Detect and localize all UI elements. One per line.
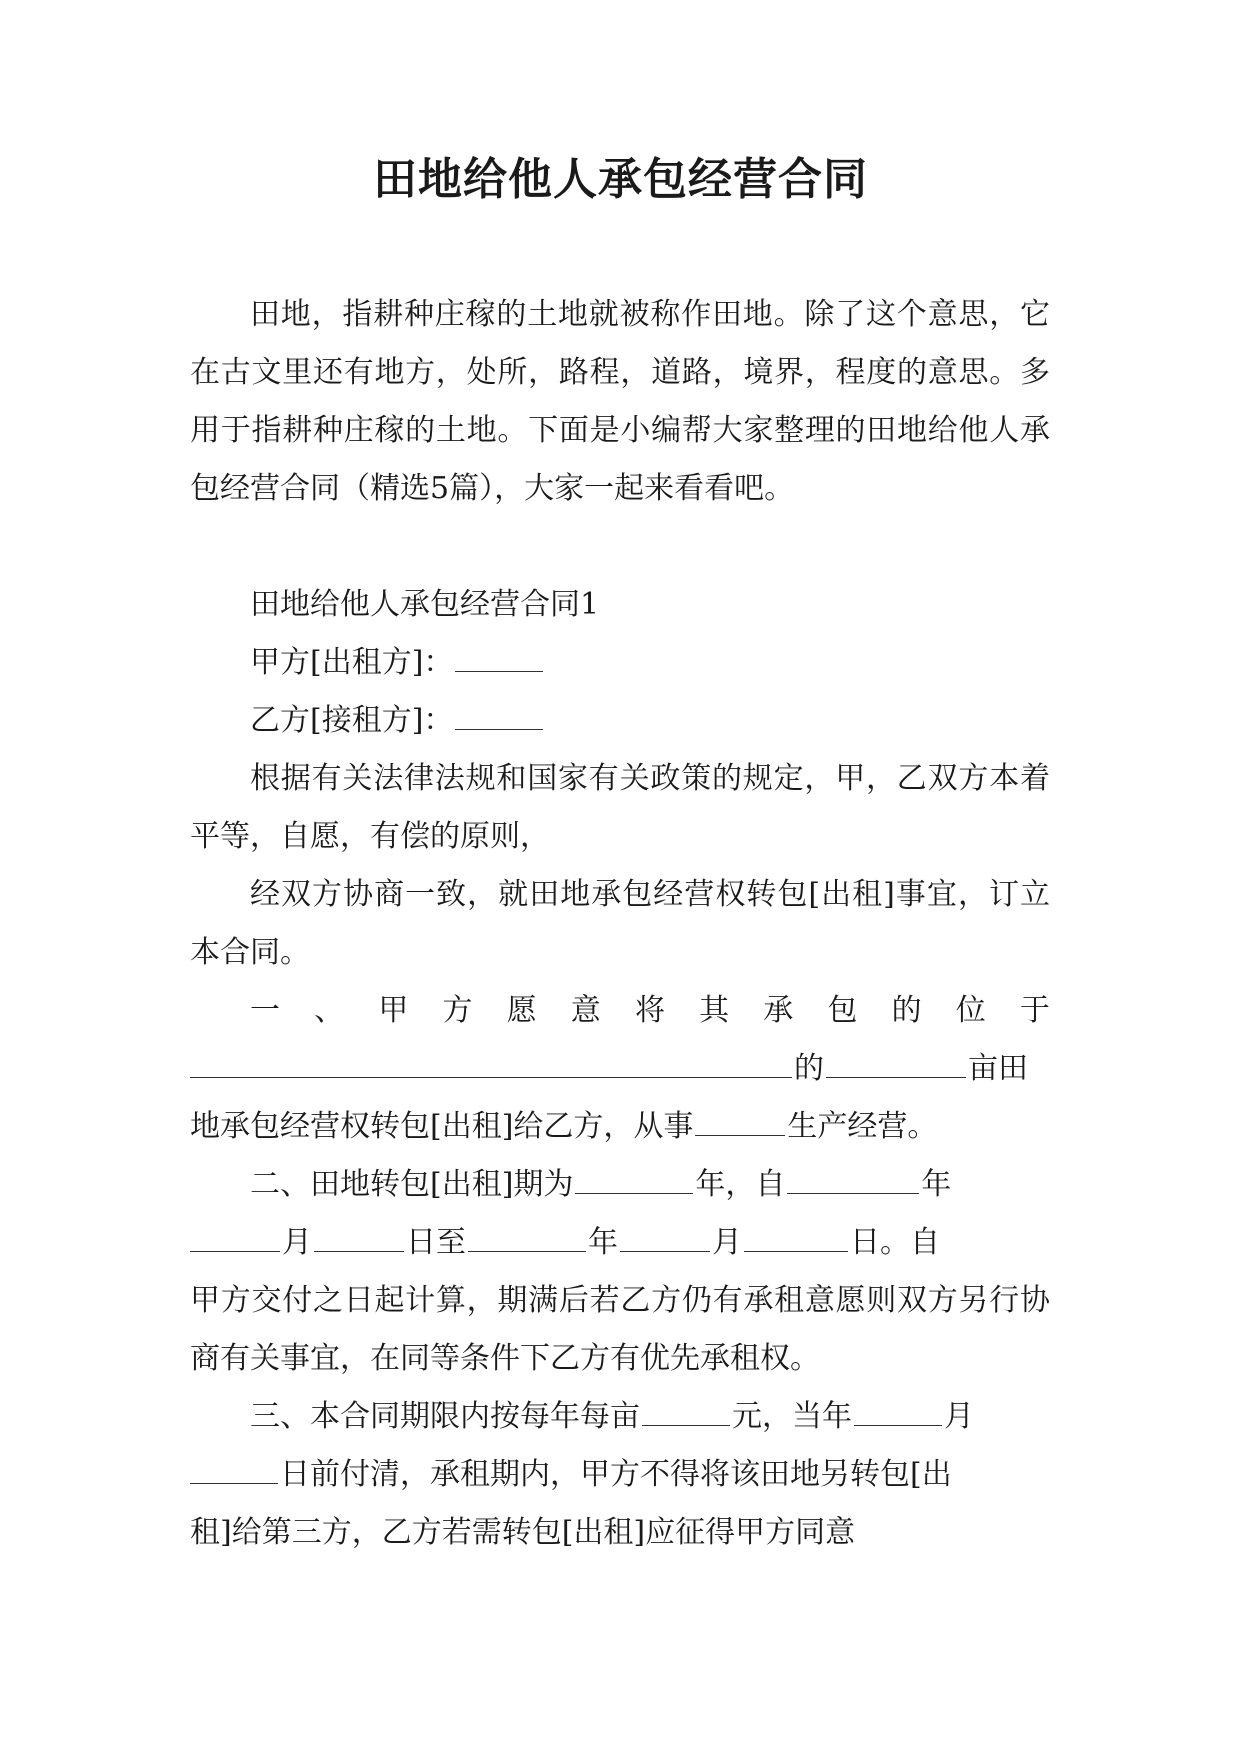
- clause1-char: 于: [1019, 993, 1050, 1028]
- clause1-char: 意: [570, 993, 601, 1028]
- clause1-char: 承: [763, 993, 794, 1028]
- clause1-text: 的: [794, 1051, 824, 1086]
- start-year-blank: [787, 1163, 919, 1194]
- end-day-blank: [744, 1221, 848, 1252]
- term-years-blank: [575, 1163, 693, 1194]
- clause1-line3: [190, 1098, 1050, 1156]
- intro-paragraph: 田地，指耕种庄稼的土地就被称作田地。除了这个意思，它在古文里还有地方，处所，路程，道路，境界，程度的意思。多用于指耕种庄稼的土地。下面是小编帮大家整理的田地给他人承包经营合同（精选5篇），大家一起来看看吧。: [190, 297, 1050, 506]
- party-b-label: 乙方[接租方]：: [250, 703, 454, 738]
- clause3-text: 三、本合同期限内按每年每亩: [250, 1399, 640, 1434]
- clause1-char: 愿: [506, 993, 537, 1028]
- clause2-text: 日。自: [850, 1225, 940, 1260]
- clause2-text: 年: [921, 1167, 952, 1202]
- party-b-line: [190, 692, 1050, 750]
- section-title: 田地给他人承包经营合同1: [250, 587, 600, 622]
- clause1-char: 、: [314, 993, 345, 1028]
- clause3-text: 月: [944, 1399, 974, 1434]
- clause1-char: 将: [634, 993, 665, 1028]
- party-a-line: [190, 634, 1050, 692]
- pay-month-blank: [854, 1395, 942, 1426]
- clause3-line3: 租]给第三方，乙方若需转包[出租]应征得甲方同意: [190, 1515, 856, 1550]
- agreement-paragraph: 经双方协商一致，就田地承包经营权转包[出租]事宜，订立本合同。: [190, 877, 1050, 970]
- basis-paragraph: 根据有关法律法规和国家有关政策的规定，甲，乙双方本着平等，自愿，有偿的原则，: [190, 761, 1050, 854]
- clause2-line2: [190, 1214, 1050, 1272]
- party-a-label: 甲方[出租方]：: [250, 645, 454, 680]
- clause1-text: 亩田: [968, 1051, 1028, 1086]
- party-a-blank: [455, 641, 543, 672]
- clause2-text: 年，自: [695, 1167, 786, 1202]
- clause1-char: 一: [250, 993, 280, 1028]
- clause3-line2: [190, 1446, 1050, 1504]
- clause1-text: 生产经营。: [787, 1109, 938, 1144]
- clause1-char: 的: [891, 993, 922, 1028]
- clause1-line1: [190, 982, 1050, 1040]
- business-blank: [695, 1105, 785, 1136]
- start-month-blank: [190, 1221, 280, 1252]
- clause2-text: 月: [712, 1225, 742, 1260]
- end-month-blank: [620, 1221, 710, 1252]
- clause3-text: 日前付清，承租期内，甲方不得将该田地另转包[出: [280, 1457, 952, 1492]
- end-year-blank: [468, 1221, 586, 1252]
- clause2-text: 月: [282, 1225, 312, 1260]
- rent-blank: [642, 1395, 730, 1426]
- clause1-char: 方: [442, 993, 473, 1028]
- paragraph-gap: [190, 518, 1050, 576]
- clause2-text: 二、田地转包[出租]期为: [250, 1167, 574, 1202]
- clause2-line1: [190, 1156, 1050, 1214]
- clause1-char: 甲: [378, 993, 409, 1028]
- clause1-char: 其: [699, 993, 730, 1028]
- pay-day-blank: [190, 1453, 278, 1484]
- clause1-char: 包: [827, 993, 858, 1028]
- party-b-blank: [455, 699, 543, 730]
- acreage-blank: [826, 1047, 966, 1078]
- clause1-line2: [190, 1040, 1050, 1098]
- start-day-blank: [314, 1221, 404, 1252]
- clause1-char: 位: [955, 993, 986, 1028]
- clause1-text: 地承包经营权转包[出租]给乙方，从事: [190, 1109, 694, 1144]
- document-body: [190, 286, 1050, 1562]
- location-blank: [190, 1047, 792, 1078]
- clause2-text: 日至: [406, 1225, 466, 1260]
- clause2-rest: 甲方交付之日起计算，期满后若乙方仍有承租意愿则双方另行协商有关事宜，在同等条件下乙方有优先承租权。: [190, 1283, 1050, 1376]
- document-title: 田地给他人承包经营合同: [373, 154, 868, 205]
- clause2-text: 年: [588, 1225, 618, 1260]
- clause3-text: 元，当年: [732, 1399, 852, 1434]
- clause3-line1: [190, 1388, 1050, 1446]
